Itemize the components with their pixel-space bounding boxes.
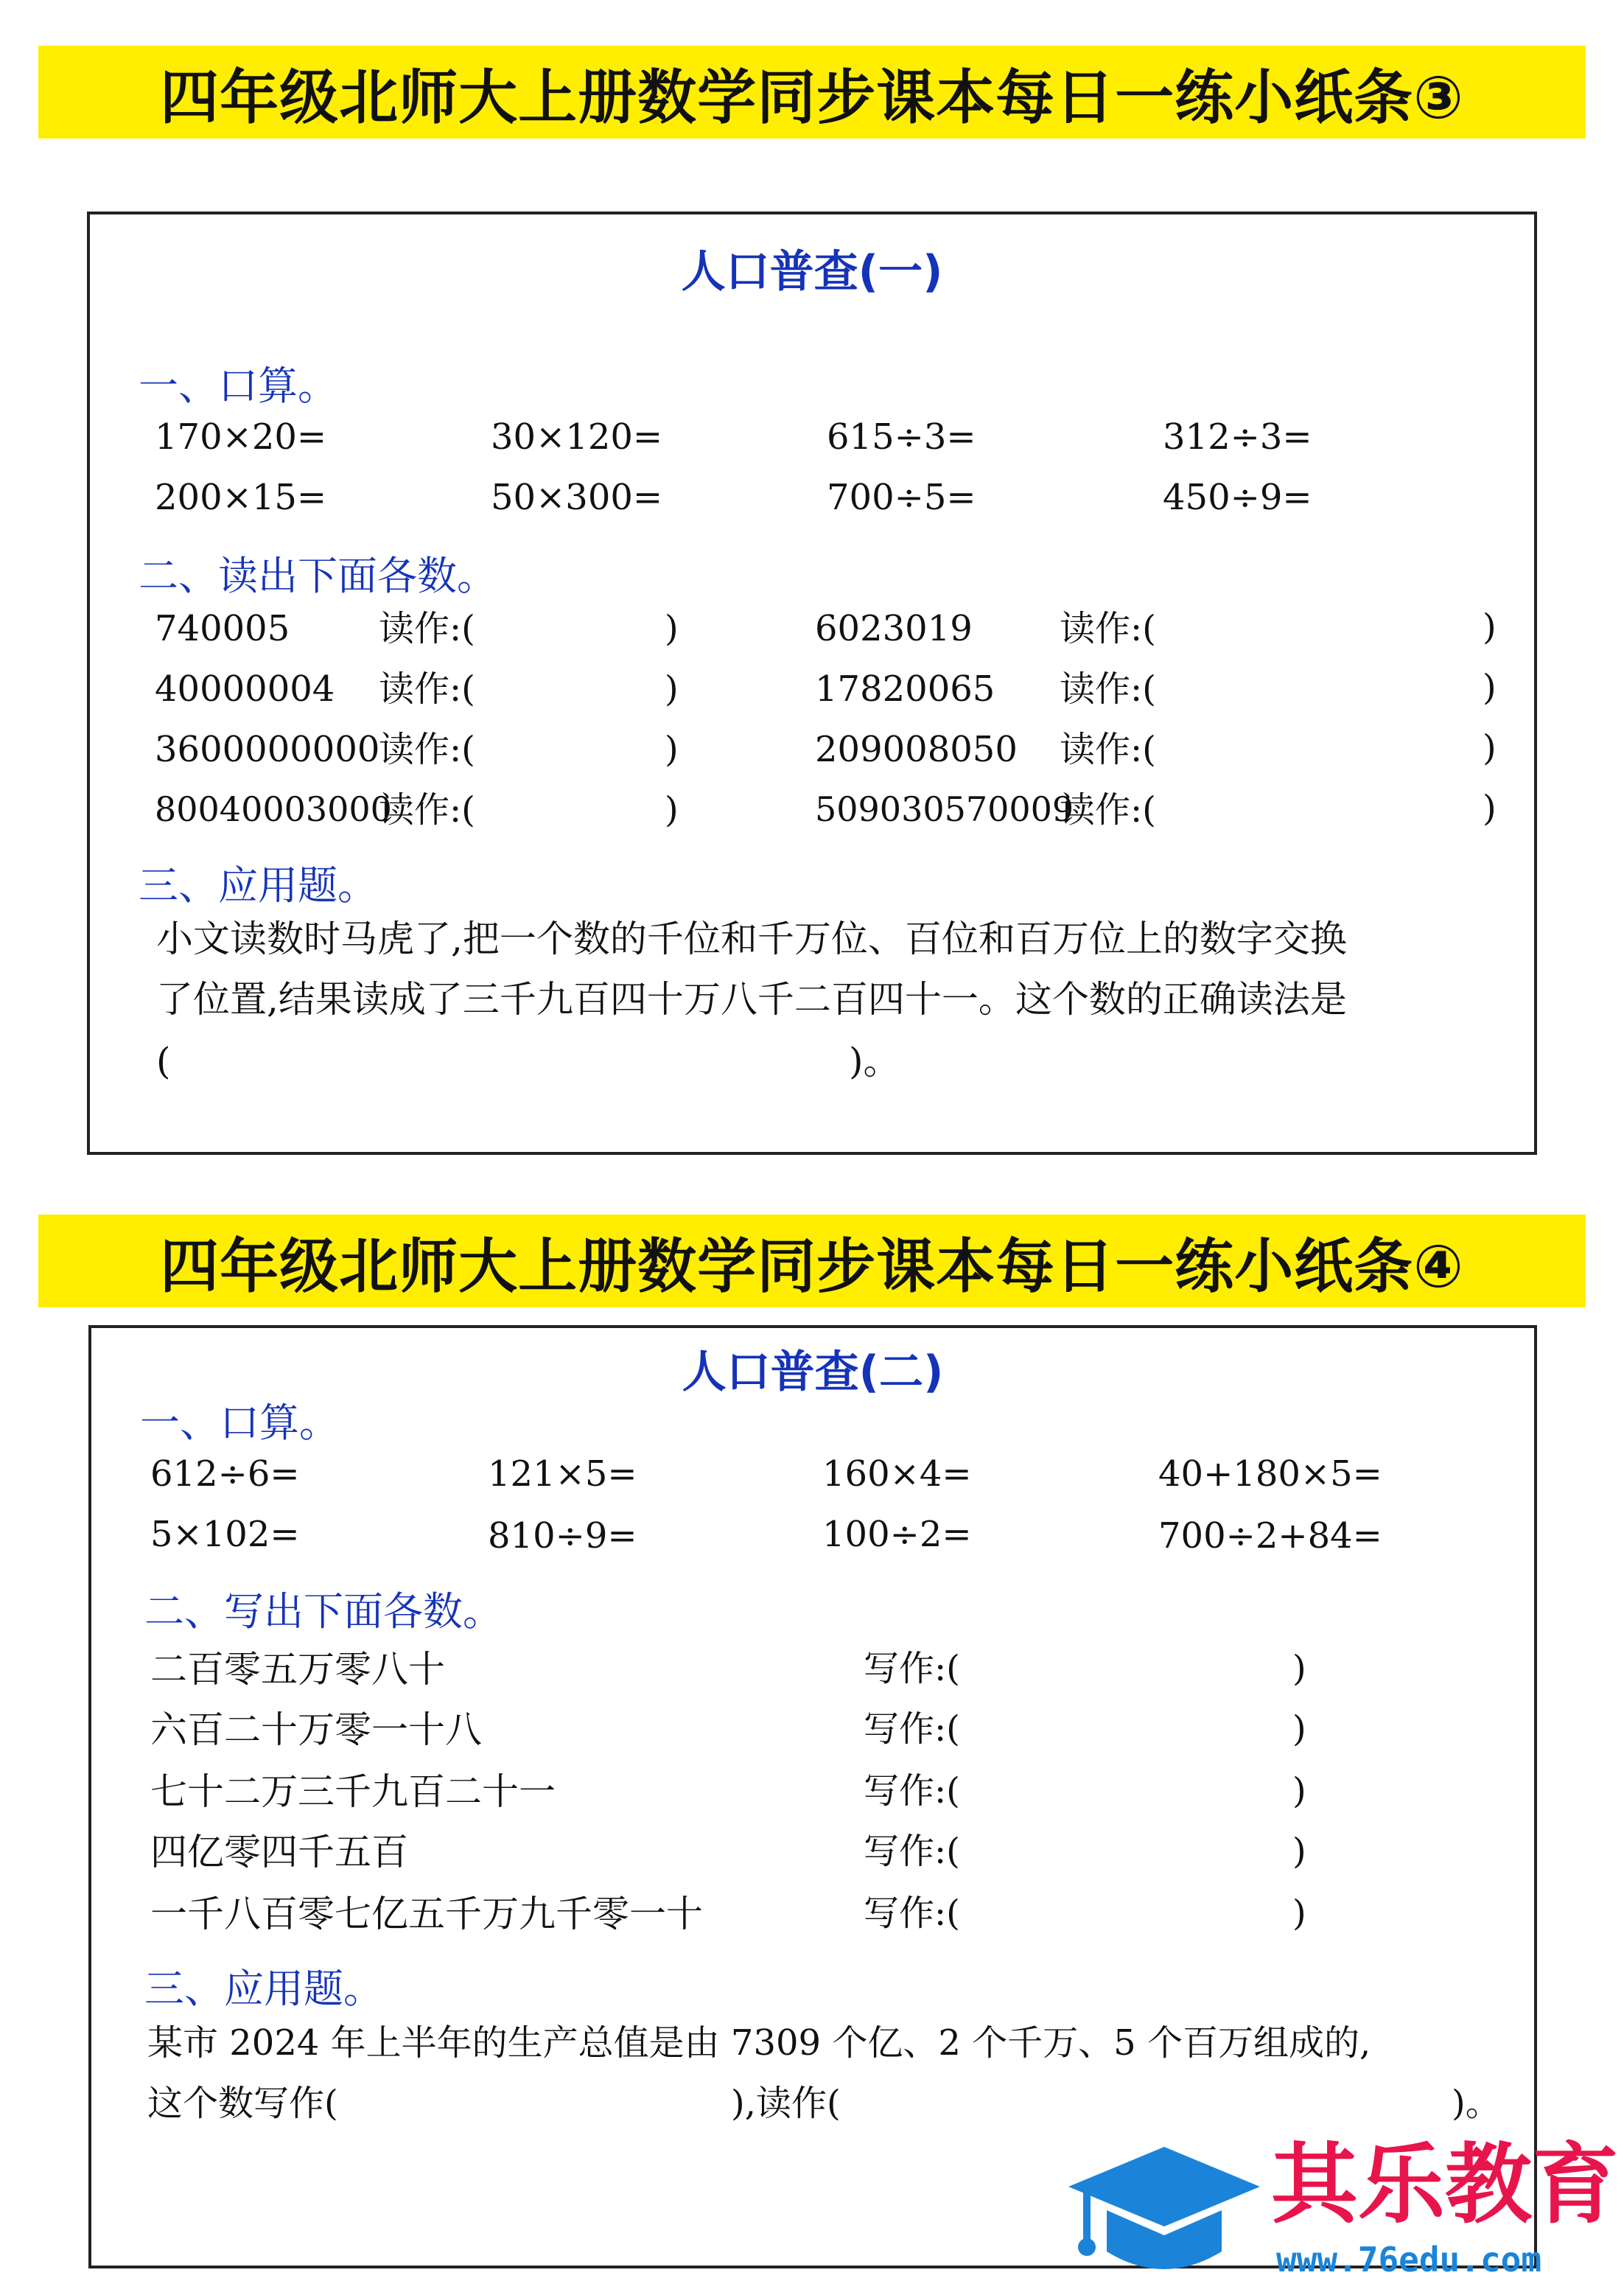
write-label: 写作:( xyxy=(864,1708,960,1750)
brand-logo xyxy=(1061,2134,1621,2288)
calc-item: 50×300= xyxy=(491,477,663,518)
number-in-words: 七十二万三千九百二十一 xyxy=(150,1770,556,1813)
number-to-read: 6023019 xyxy=(815,608,973,649)
number-in-words: 二百零五万零八十 xyxy=(150,1648,445,1691)
calc-item: 612÷6= xyxy=(150,1453,300,1495)
banner-title: 四年级北师大上册数学同步课本每日一练小纸条④ xyxy=(160,1232,1464,1301)
calc-item: 121×5= xyxy=(488,1453,637,1495)
read-label: 读作:( xyxy=(379,789,475,831)
calc-item: 700÷5= xyxy=(827,477,976,518)
write-label: 写作:( xyxy=(864,1648,960,1689)
calc-item: 810÷9= xyxy=(488,1515,637,1557)
read-label: 读作:( xyxy=(1060,608,1156,649)
close-paren: ) xyxy=(665,729,679,770)
read-label: 读作:( xyxy=(379,608,475,649)
close-paren: ) xyxy=(665,668,679,710)
number-to-read: 40000004 xyxy=(155,668,335,710)
section-heading-write: 二、写出下面各数。 xyxy=(144,1588,503,1635)
read-label: 读作:( xyxy=(379,729,475,770)
problem-text-line: 了位置,结果读成了三千九百四十万八千二百四十一。这个数的正确读法是 xyxy=(156,978,1347,1021)
card-title: 人口普查(一) xyxy=(681,246,943,298)
worksheet-card-3 xyxy=(87,212,1537,1155)
problem-text-line: 小文读数时马虎了,把一个数的千位和千万位、百位和百万位上的数字交换 xyxy=(156,918,1347,960)
read-label: 读作:( xyxy=(1060,668,1156,710)
section-heading-calc: 一、口算。 xyxy=(139,363,337,409)
write-label: 写作:( xyxy=(864,1831,960,1872)
close-paren: ) xyxy=(665,608,679,649)
close-paren: ) xyxy=(1483,607,1497,648)
calc-item: 450÷9= xyxy=(1163,477,1312,518)
number-to-read: 17820065 xyxy=(815,668,995,710)
close-paren: ) xyxy=(1292,1648,1306,1689)
brand-name: 其乐教育 xyxy=(1271,2134,1620,2235)
number-in-words: 六百二十万零一十八 xyxy=(150,1708,482,1751)
write-label: 写作:( xyxy=(864,1770,960,1812)
close-paren: ) xyxy=(1483,788,1497,829)
calc-item: 312÷3= xyxy=(1163,416,1312,458)
problem-text-line: ),读作( xyxy=(731,2083,841,2124)
graduation-cap-icon xyxy=(1061,2134,1267,2288)
close-paren: ) xyxy=(1292,1893,1306,1934)
brand-url: www.76edu.com xyxy=(1276,2240,1542,2280)
read-label: 读作:( xyxy=(1060,729,1156,770)
close-paren: ) xyxy=(1292,1770,1306,1812)
banner-sheet-4 xyxy=(38,1215,1586,1307)
number-to-read: 80040003000 xyxy=(155,789,392,829)
answer-close-paren: )。 xyxy=(1452,2083,1501,2124)
read-label: 读作:( xyxy=(379,668,475,710)
close-paren: ) xyxy=(1483,727,1497,769)
calc-item: 615÷3= xyxy=(827,416,976,458)
close-paren: ) xyxy=(1292,1831,1306,1872)
answer-close-paren: )。 xyxy=(849,1040,900,1083)
problem-text-line: 这个数写作( xyxy=(147,2083,338,2124)
close-paren: ) xyxy=(1292,1708,1306,1750)
section-heading-problem: 三、应用题。 xyxy=(144,1966,383,2012)
calc-item: 170×20= xyxy=(155,416,327,458)
number-in-words: 一千八百零七亿五千万九千零一十 xyxy=(150,1893,703,1935)
calc-item: 30×120= xyxy=(491,416,663,458)
read-label: 读作:( xyxy=(1060,789,1156,831)
section-heading-calc: 一、口算。 xyxy=(140,1400,339,1446)
calc-item: 200×15= xyxy=(155,477,327,518)
number-to-read: 209008050 xyxy=(815,729,1018,770)
calc-item: 40+180×5= xyxy=(1158,1453,1382,1495)
problem-text-line: 某市 2024 年上半年的生产总值是由 7309 个亿、2 个千万、5 个百万组成的, xyxy=(147,2022,1371,2064)
calc-item: 700÷2+84= xyxy=(1158,1515,1382,1557)
worksheet-card-4 xyxy=(88,1325,1537,2268)
number-in-words: 四亿零四千五百 xyxy=(150,1831,408,1873)
number-to-read: 3600000000 xyxy=(155,729,380,770)
calc-item: 5×102= xyxy=(150,1514,300,1555)
answer-open-paren: ( xyxy=(156,1040,171,1083)
banner-title: 四年级北师大上册数学同步课本每日一练小纸条③ xyxy=(160,63,1464,132)
number-to-read: 740005 xyxy=(155,608,290,649)
close-paren: ) xyxy=(1483,667,1497,708)
number-to-read: 509030570009 xyxy=(815,789,1074,829)
card-title: 人口普查(二) xyxy=(682,1346,944,1398)
section-heading-read: 二、读出下面各数。 xyxy=(139,553,497,599)
calc-item: 160×4= xyxy=(822,1453,972,1495)
calc-item: 100÷2= xyxy=(822,1514,972,1555)
write-label: 写作:( xyxy=(864,1893,960,1934)
section-heading-problem: 三、应用题。 xyxy=(139,862,377,909)
close-paren: ) xyxy=(665,789,679,831)
banner-sheet-3 xyxy=(38,46,1586,139)
